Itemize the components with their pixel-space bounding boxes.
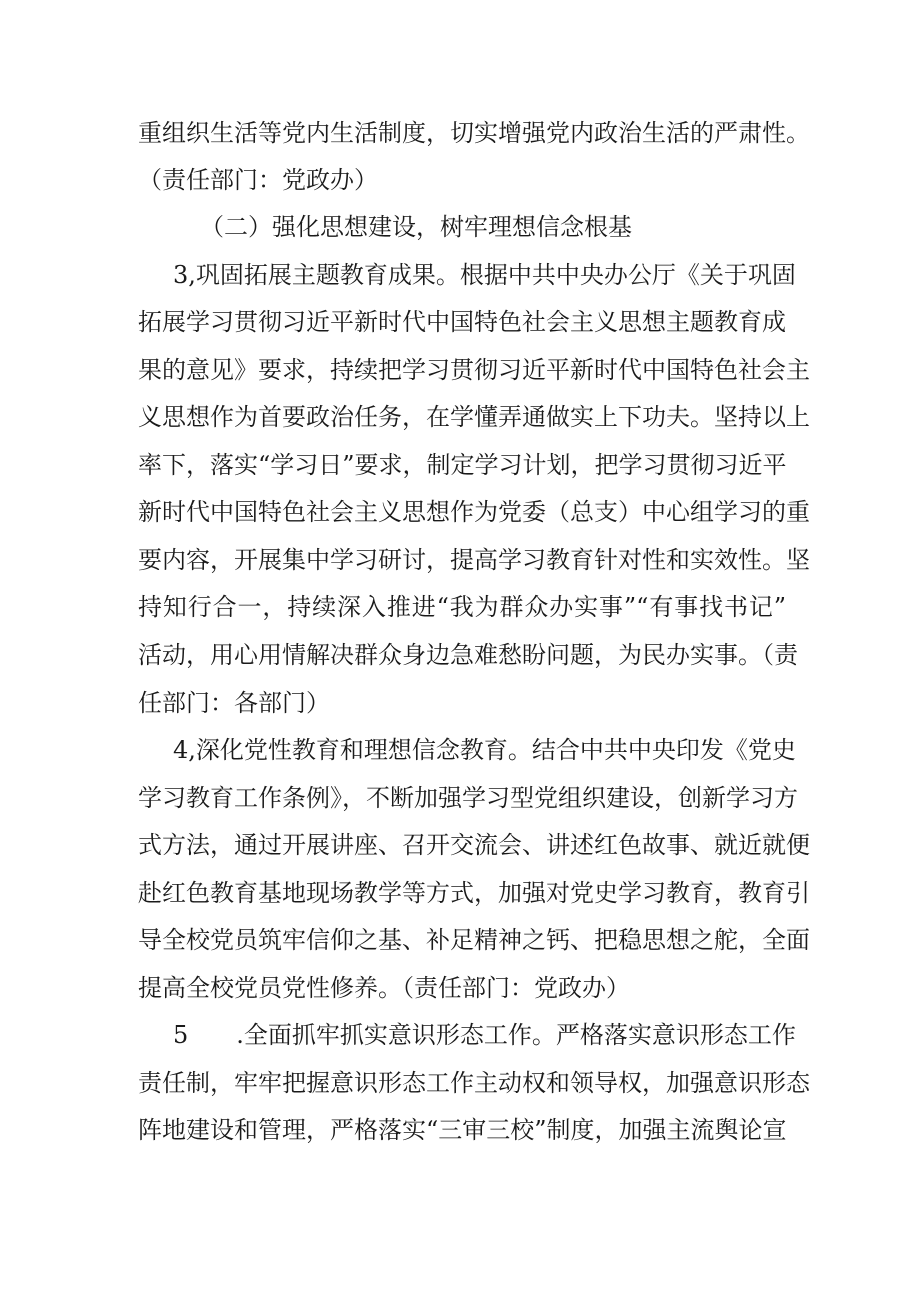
text-line: （责任部门：党政办）	[138, 166, 378, 194]
section-heading: （二）强化思想建设，树牢理想信念根基	[200, 213, 632, 241]
text-line: 拓展学习贯彻习近平新时代中国特色社会主义思想主题教育成	[138, 308, 786, 336]
text-line: 提高全校党员党性修养。（责任部门：党政办）	[138, 974, 630, 1002]
text-line: 阵地建设和管理，严格落实“三审三校”制度，加强主流舆论宣	[138, 1116, 787, 1144]
text-line: 赴红色教育基地现场教学等方式，加强对党史学习教育，教育引	[138, 879, 810, 907]
text-line: 重组织生活等党内生活制度，切实增强党内政治生活的严肃性。	[138, 119, 810, 147]
text-line: 要内容，开展集中学习研讨，提高学习教育针对性和实效性。坚	[138, 546, 810, 574]
text-line: 式方法，通过开展讲座、召开交流会、讲述红色故事、就近就便	[138, 831, 810, 859]
text-line: 新时代中国特色社会主义思想作为党委（总支）中心组学习的重	[138, 498, 810, 526]
text-line: 义思想作为首要政治任务，在学懂弄通做实上下功夫。坚持以上	[138, 403, 810, 431]
text-line: 活动，用心用情解决群众身边急难愁盼问题，为民办实事。（责	[138, 641, 798, 669]
text-line: 果的意见》要求，持续把学习贯彻习近平新时代中国特色社会主	[138, 356, 810, 384]
text-line: 责任制，牢牢把握意识形态工作主动权和领导权，加强意识形态	[138, 1069, 810, 1097]
text-line: 学习教育工作条例》，不断加强学习型党组织建设，创新学习方	[138, 784, 798, 812]
text-line: 持知行合一，持续深入推进“我为群众办实事”“有事找书记”	[138, 593, 786, 621]
text-line: 5 .全面抓牢抓实意识形态工作。严格落实意识形态工作	[173, 1021, 796, 1049]
text-line: 3,巩固拓展主题教育成果。根据中共中央办公厅《关于巩固	[173, 261, 796, 289]
text-line: 4,深化党性教育和理想信念教育。结合中共中央印发《党史	[173, 736, 796, 764]
text-line: 导全校党员筑牢信仰之基、补足精神之钙、把稳思想之舵，全面	[138, 926, 810, 954]
text-line: 任部门：各部门）	[138, 689, 330, 717]
text-line: 率下，落实“学习日”要求，制定学习计划，把学习贯彻习近平	[138, 451, 787, 479]
